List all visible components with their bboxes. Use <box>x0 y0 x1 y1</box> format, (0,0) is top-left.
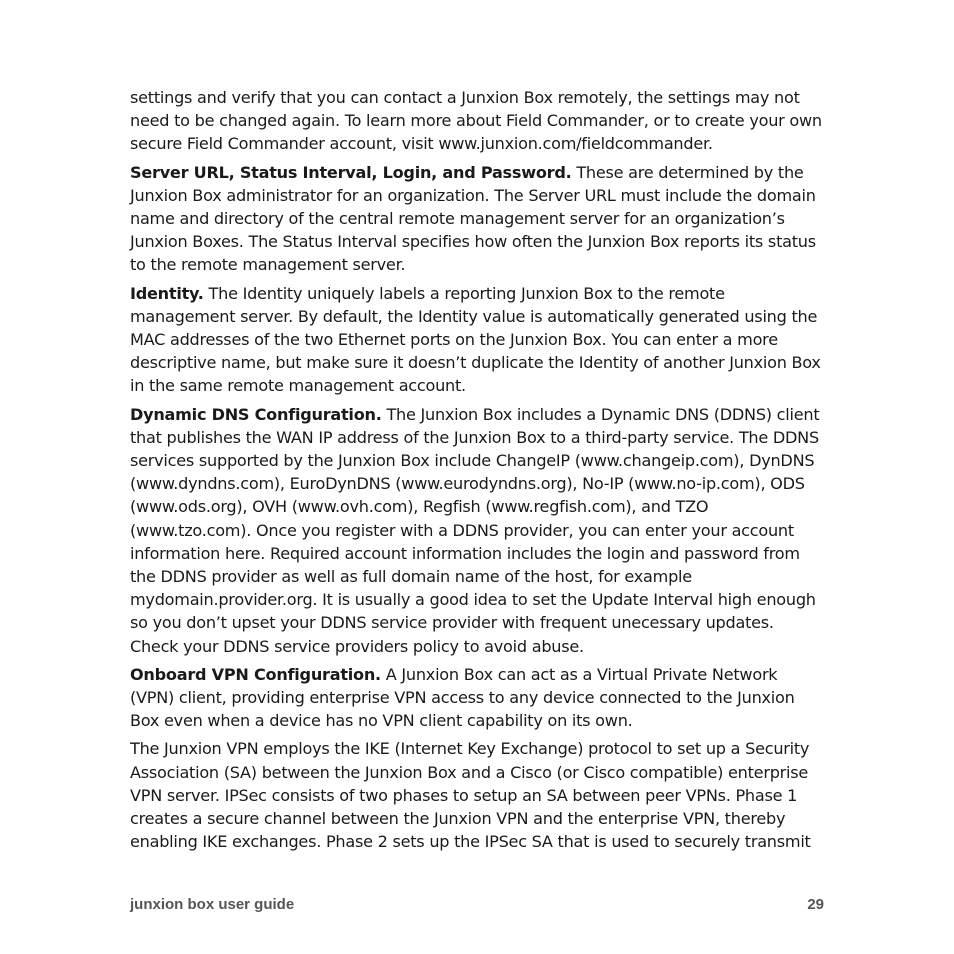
footer-title: junxion box user guide <box>130 896 295 913</box>
page-number: 29 <box>807 896 824 913</box>
paragraph-text: settings and verify that you can contact a Junxion Box remotely, the settings may not need to be changed again. To learn more about Field Commander, or to create your own secure Field Commander account, visit www.junxion.com/fieldcommander. <box>130 88 822 154</box>
paragraph-heading: Server URL, Status Interval, Login, and Password. <box>130 162 572 182</box>
paragraph-junxion-vpn-ike <box>130 737 826 853</box>
paragraph-dynamic-dns <box>130 403 826 658</box>
paragraph-onboard-vpn <box>130 663 826 733</box>
paragraph-text: The Identity uniquely labels a reporting Junxion Box to the remote management server. By default, the Identity value is automatically generated using the MAC addresses of the two Ethernet ports on the Junxion Box. You can enter a more descriptive name, but make sure it doesn’t duplicate the Identity of another Junxion Box in the same remote management account. <box>130 283 821 396</box>
paragraph-text: These are determined by the Junxion Box administrator for an organization. The Server URL must include the domain name and directory of the central remote management server for an organization’s Junxion Boxes. The Status Interval specifies how often the Junxion Box reports its status to the remote management server. <box>130 162 816 275</box>
paragraph-text: A Junxion Box can act as a Virtual Private Network (VPN) client, providing enterprise VPN access to any device connected to the Junxion Box even when a device has no VPN client capability on its own. <box>130 664 795 731</box>
paragraph-server-url <box>130 161 826 277</box>
paragraph-heading: Dynamic DNS Configuration. <box>130 404 382 424</box>
paragraph-text: The Junxion VPN employs the IKE (Internet Key Exchange) protocol to set up a Security Association (SA) between the Junxion Box and a Cisco (or Cisco compatible) enterprise VPN server. IPSec consists of two phases to setup an SA between peer VPNs. Phase 1 creates a secure channel between the Junxion VPN and the enterprise VPN, thereby enabling IKE exchanges. Phase 2 sets up the IPSec SA that is used to securely transmit <box>130 739 811 852</box>
paragraph-heading: Onboard VPN Configuration. <box>130 664 381 684</box>
paragraph-text: The Junxion Box includes a Dynamic DNS (DDNS) client that publishes the WAN IP address of the Junxion Box to a third-party service. The DDNS services supported by the Junxion Box include ChangeIP (www.changeip.com), DynDNS (www.dyndns.com), EuroDynDNS (www.eurodyndns.org), No-IP (www.no-ip.com), ODS (www.ods.org), OVH (www.ovh.com), Regfish (www.regfish.com), and TZO (www.tzo.com). Once you register with a DDNS provider, you can enter your account information here. Required account information includes the login and password from the DDNS provider as well as full domain name of the host, for example mydomain.provider.org. It is usually a good idea to set the Update Interval high enough so you don’t upset your DDNS service provider with frequent unecessary updates. Check your DDNS service providers policy to avoid abuse. <box>130 404 820 656</box>
paragraph-field-commander <box>130 86 826 156</box>
paragraph-heading: Identity. <box>130 283 204 303</box>
body-text <box>130 86 826 859</box>
paragraph-identity <box>130 282 826 398</box>
